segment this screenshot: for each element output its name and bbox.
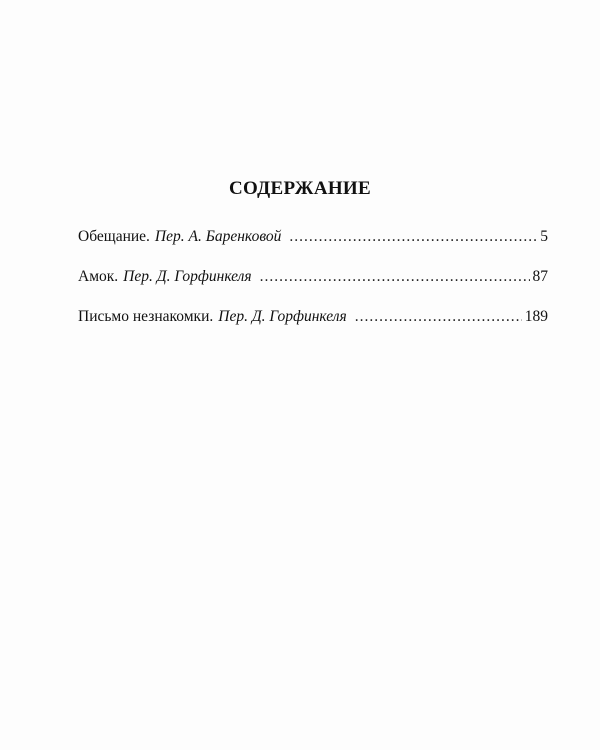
toc-entry-translator: Пер. Д. Горфинкеля <box>218 308 347 325</box>
dot-leader <box>260 268 530 286</box>
dot-leader <box>355 308 522 326</box>
toc-entry-letter-from-unknown-woman <box>78 308 548 348</box>
toc-entry-translator: Пер. А. Баренковой <box>154 228 282 245</box>
toc-entry-title: Амок. <box>78 268 119 285</box>
toc-entry-title: Обещание. <box>78 228 150 245</box>
toc-entry-promise <box>78 228 548 268</box>
toc-entry-amok <box>78 268 548 308</box>
toc-entry-page-number: 5 <box>540 228 548 245</box>
dot-leader <box>289 228 537 246</box>
table-of-contents <box>78 228 548 348</box>
toc-entry-translator: Пер. Д. Горфинкеля <box>123 268 252 285</box>
toc-entry-page-number: 87 <box>532 268 548 285</box>
toc-entry-title: Письмо незнакомки. <box>78 308 214 325</box>
table-of-contents-heading: СОДЕРЖАНИЕ <box>229 178 371 199</box>
toc-entry-page-number: 189 <box>524 308 548 325</box>
